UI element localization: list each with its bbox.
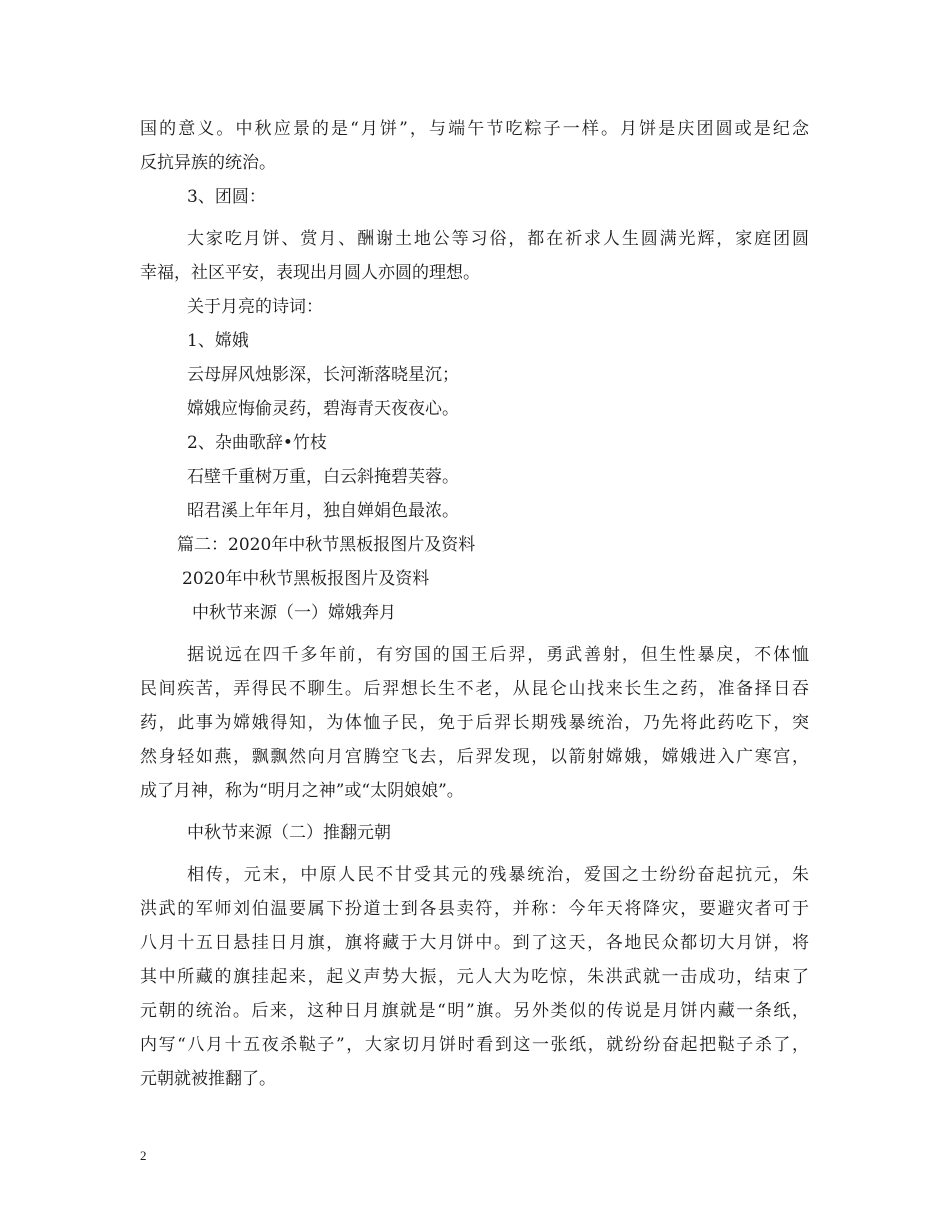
section-heading: 关于月亮的诗词： <box>187 297 323 317</box>
section-heading: 3、团圆： <box>187 187 266 207</box>
poem-line: 嫦娥应悔偷灵药，碧海青天夜夜心。 <box>187 399 459 419</box>
body-line: 据说远在四千多年前，有穷国的国王后羿，勇武善射，但生性暴戾，不体恤 <box>187 645 809 665</box>
poem-line: 昭君溪上年年月，独自婵娟色最浓。 <box>187 501 459 521</box>
poem-title: 1、嫦娥 <box>187 331 249 351</box>
body-line: 洪武的军师刘伯温要属下扮道士到各县卖符，并称：今年天将降灾，要避灾者可于 <box>140 899 809 919</box>
body-line: 反抗异族的统治。 <box>140 153 276 173</box>
poem-title: 2、杂曲歌辞•竹枝 <box>187 433 327 453</box>
body-line: 内写“八月十五夜杀鞑子”，大家切月饼时看到这一张纸，就纷纷奋起把鞑子杀了， <box>140 1035 809 1055</box>
chapter-heading: 篇二：2020年中秋节黑板报图片及资料 <box>177 535 476 555</box>
body-line: 药，此事为嫦娥得知，为体恤子民，免于后羿长期残暴统治，乃先将此药吃下，突 <box>140 713 809 733</box>
chapter-title: 2020年中秋节黑板报图片及资料 <box>182 569 430 589</box>
body-line: 幸福，社区平安，表现出月圆人亦圆的理想。 <box>140 263 480 283</box>
body-line: 八月十五日悬挂日月旗，旗将藏于大月饼中。到了这天，各地民众都切大月饼，将 <box>140 933 809 953</box>
subsection-heading: 中秋节来源（一）嫦娥奔月 <box>192 603 396 623</box>
body-line: 相传，元末，中原人民不甘受其元的残暴统治，爱国之士纷纷奋起抗元，朱 <box>187 865 809 885</box>
subsection-heading: 中秋节来源（二）推翻元朝 <box>187 823 391 843</box>
body-line: 国的意义。中秋应景的是“月饼”，与端午节吃粽子一样。月饼是庆团圆或是纪念 <box>140 119 809 139</box>
page-number: 2 <box>140 1148 147 1163</box>
poem-line: 石壁千重树万重，白云斜掩碧芙蓉。 <box>187 467 459 487</box>
poem-line: 云母屏风烛影深，长河渐落晓星沉； <box>187 365 459 385</box>
body-line: 大家吃月饼、赏月、酬谢土地公等习俗，都在祈求人生圆满光辉，家庭团圆 <box>187 229 809 249</box>
body-line: 民间疾苦，弄得民不聊生。后羿想长生不老，从昆仑山找来长生之药，准备择日吞 <box>140 679 809 699</box>
body-line: 然身轻如燕，飘飘然向月宫腾空飞去，后羿发现，以箭射嫦娥，嫦娥进入广寒宫， <box>140 747 809 767</box>
body-line: 元朝就被推翻了。 <box>140 1069 276 1089</box>
body-line: 元朝的统治。后来，这种日月旗就是“明”旗。另外类似的传说是月饼内藏一条纸， <box>140 1001 809 1021</box>
body-line: 其中所藏的旗挂起来，起义声势大振，元人大为吃惊，朱洪武就一击成功，结束了 <box>140 967 809 987</box>
body-line: 成了月神，称为“明月之神”或“太阴娘娘”。 <box>140 781 464 801</box>
